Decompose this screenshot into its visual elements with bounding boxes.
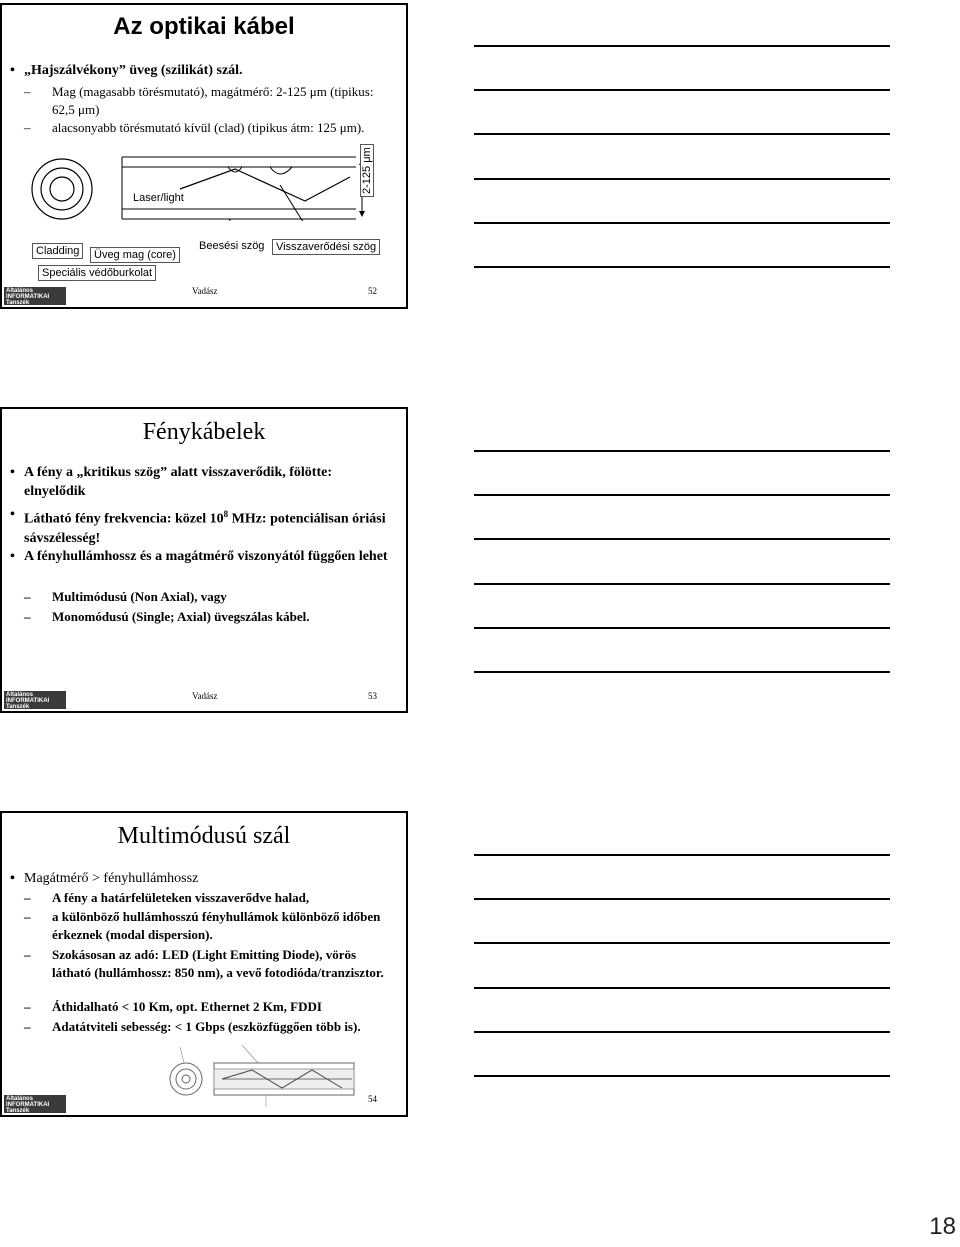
fiber-diagram — [30, 155, 370, 221]
incidence-angle-label: Beesési szög — [196, 239, 267, 253]
slide-53 — [0, 407, 408, 713]
note-line — [474, 583, 890, 585]
note-line — [474, 942, 890, 944]
arrow-down-icon — [359, 211, 365, 217]
fiber-core-center — [182, 1075, 190, 1083]
sub-bullet-text: Multimódusú (Non Axial), vagy — [52, 589, 227, 604]
bullet-text: Látható fény frekvencia: közel 10 — [24, 511, 224, 527]
department-logo — [4, 691, 66, 709]
logo-line: Tanszék — [6, 300, 30, 305]
coating-circle — [41, 168, 83, 210]
pointer-line — [180, 1047, 184, 1063]
size-label: 2-125 μm — [360, 144, 374, 197]
logo-line: INFORMATIKAI — [6, 1102, 50, 1108]
bullet-text: Magátmérő > fényhullámhossz — [24, 871, 199, 886]
note-line — [474, 266, 890, 268]
core-circle — [50, 177, 74, 201]
note-line — [474, 854, 890, 856]
bullet — [10, 869, 394, 888]
logo-line: Általános — [6, 1096, 34, 1102]
note-line — [474, 987, 890, 989]
pointer-line — [280, 185, 315, 221]
bullet-text: MHz: potenciálisan óriási sávszélesség! — [24, 511, 386, 546]
sub-bullet — [24, 908, 394, 944]
logo-line: INFORMATIKAI — [6, 698, 50, 704]
bullet-dot-icon: • — [10, 63, 15, 78]
sub-bullet-text: Monomódusú (Single; Axial) üvegszálas kábel. — [52, 609, 310, 624]
note-line — [474, 1031, 890, 1033]
multimode-fiber-diagram — [162, 1039, 362, 1111]
note-line — [474, 671, 890, 673]
note-line — [474, 222, 890, 224]
sub-bullet — [24, 588, 394, 606]
laser-label: Laser/light — [133, 192, 184, 204]
sub-bullet-text: alacsonyabb törésmutató kívül (clad) (tipikus átm: 125 μm). — [52, 120, 365, 135]
dash-icon: – — [24, 609, 31, 624]
slide-52 — [0, 3, 408, 309]
dash-icon: – — [24, 589, 31, 604]
core-label: Üveg mag (core) — [90, 247, 180, 263]
slide-title: Fénykábelek — [142, 419, 266, 445]
bullet — [10, 463, 394, 501]
pointer-line — [242, 1045, 258, 1063]
note-line — [474, 450, 890, 452]
note-line — [474, 898, 890, 900]
slide-number: 52 — [368, 286, 377, 296]
sub-bullet — [24, 889, 394, 907]
sub-bullet — [24, 119, 394, 137]
note-line — [474, 1075, 890, 1077]
department-logo — [4, 1095, 66, 1113]
angle-arc — [270, 167, 292, 174]
note-line — [474, 494, 890, 496]
sub-bullet — [24, 946, 394, 982]
bullet-text: „Hajszálvékony” üveg (szilikát) szál. — [24, 63, 243, 78]
dash-icon: – — [24, 947, 31, 962]
reflection-angle-label: Visszaverődési szög — [272, 239, 380, 255]
bullet-text: A fény a „kritikus szög” alatt visszaverődik, fölötte: elnyelődik — [24, 465, 332, 499]
slide-title: Az optikai kábel — [113, 13, 295, 40]
dash-icon: – — [24, 999, 31, 1014]
dash-icon: – — [24, 909, 31, 924]
note-line — [474, 178, 890, 180]
note-line — [474, 538, 890, 540]
sub-bullet-text: A fény a határfelületeken visszaverődve halad, — [52, 890, 310, 905]
logo-line: Általános — [6, 692, 34, 698]
sub-bullet-text: Mag (magasabb törésmutató), magátmérő: 2-125 μm (tipikus: 62,5 μm) — [52, 84, 374, 117]
sub-bullet — [24, 998, 394, 1016]
dash-icon: – — [24, 1019, 31, 1034]
logo-line: Tanszék — [6, 1108, 30, 1113]
slide-number: 54 — [368, 1094, 377, 1104]
sub-bullet-text: Szokásosan az adó: LED (Light Emitting Diode), vörös látható (hullámhossz: 850 nm), a vevő fotodióda/tranzisztor. — [52, 947, 384, 980]
bullet — [10, 547, 394, 566]
sub-bullet — [24, 1018, 394, 1036]
note-line — [474, 627, 890, 629]
bullet-dot-icon: • — [10, 871, 15, 886]
footer-author: Vadász — [192, 691, 218, 701]
note-line — [474, 45, 890, 47]
bullet-dot-icon: • — [10, 549, 15, 564]
bullet — [10, 505, 394, 548]
fiber-cross-section — [170, 1063, 202, 1095]
slide-number: 53 — [368, 691, 377, 701]
coating-label: Speciális védőburkolat — [38, 265, 156, 281]
page-number: 18 — [929, 1213, 956, 1240]
footer-author: Vadász — [192, 286, 218, 296]
logo-line: INFORMATIKAI — [6, 294, 50, 300]
dash-icon: – — [24, 890, 31, 905]
logo-line: Tanszék — [6, 704, 30, 709]
exponent: 8 — [223, 509, 229, 519]
department-logo — [4, 287, 66, 305]
sub-bullet-text: a különböző hullámhosszú fényhullámok különböző időben érkeznek (modal dispersion). — [52, 909, 381, 942]
fiber-core-section — [176, 1069, 196, 1089]
bullet-dot-icon: • — [10, 507, 15, 522]
note-line — [474, 133, 890, 135]
sub-bullet — [24, 83, 394, 119]
slide-title: Multimódusú szál — [117, 823, 291, 849]
sub-bullet — [24, 608, 394, 626]
light-path — [180, 169, 350, 201]
bullet-text: A fényhullámhossz és a magátmérő viszonyától függően lehet — [24, 549, 388, 564]
dash-icon: – — [24, 84, 31, 99]
bullet — [10, 61, 394, 80]
logo-line: Általános — [6, 288, 34, 294]
sub-bullet-text: Áthidalható < 10 Km, opt. Ethernet 2 Km, FDDI — [52, 999, 322, 1014]
note-line — [474, 89, 890, 91]
bullet-dot-icon: • — [10, 465, 15, 480]
dash-icon: – — [24, 120, 31, 135]
slide-54 — [0, 811, 408, 1117]
sub-bullet-text: Adatátviteli sebesség: < 1 Gbps (eszközfüggően több is). — [52, 1019, 361, 1034]
cladding-label: Cladding — [32, 243, 83, 259]
